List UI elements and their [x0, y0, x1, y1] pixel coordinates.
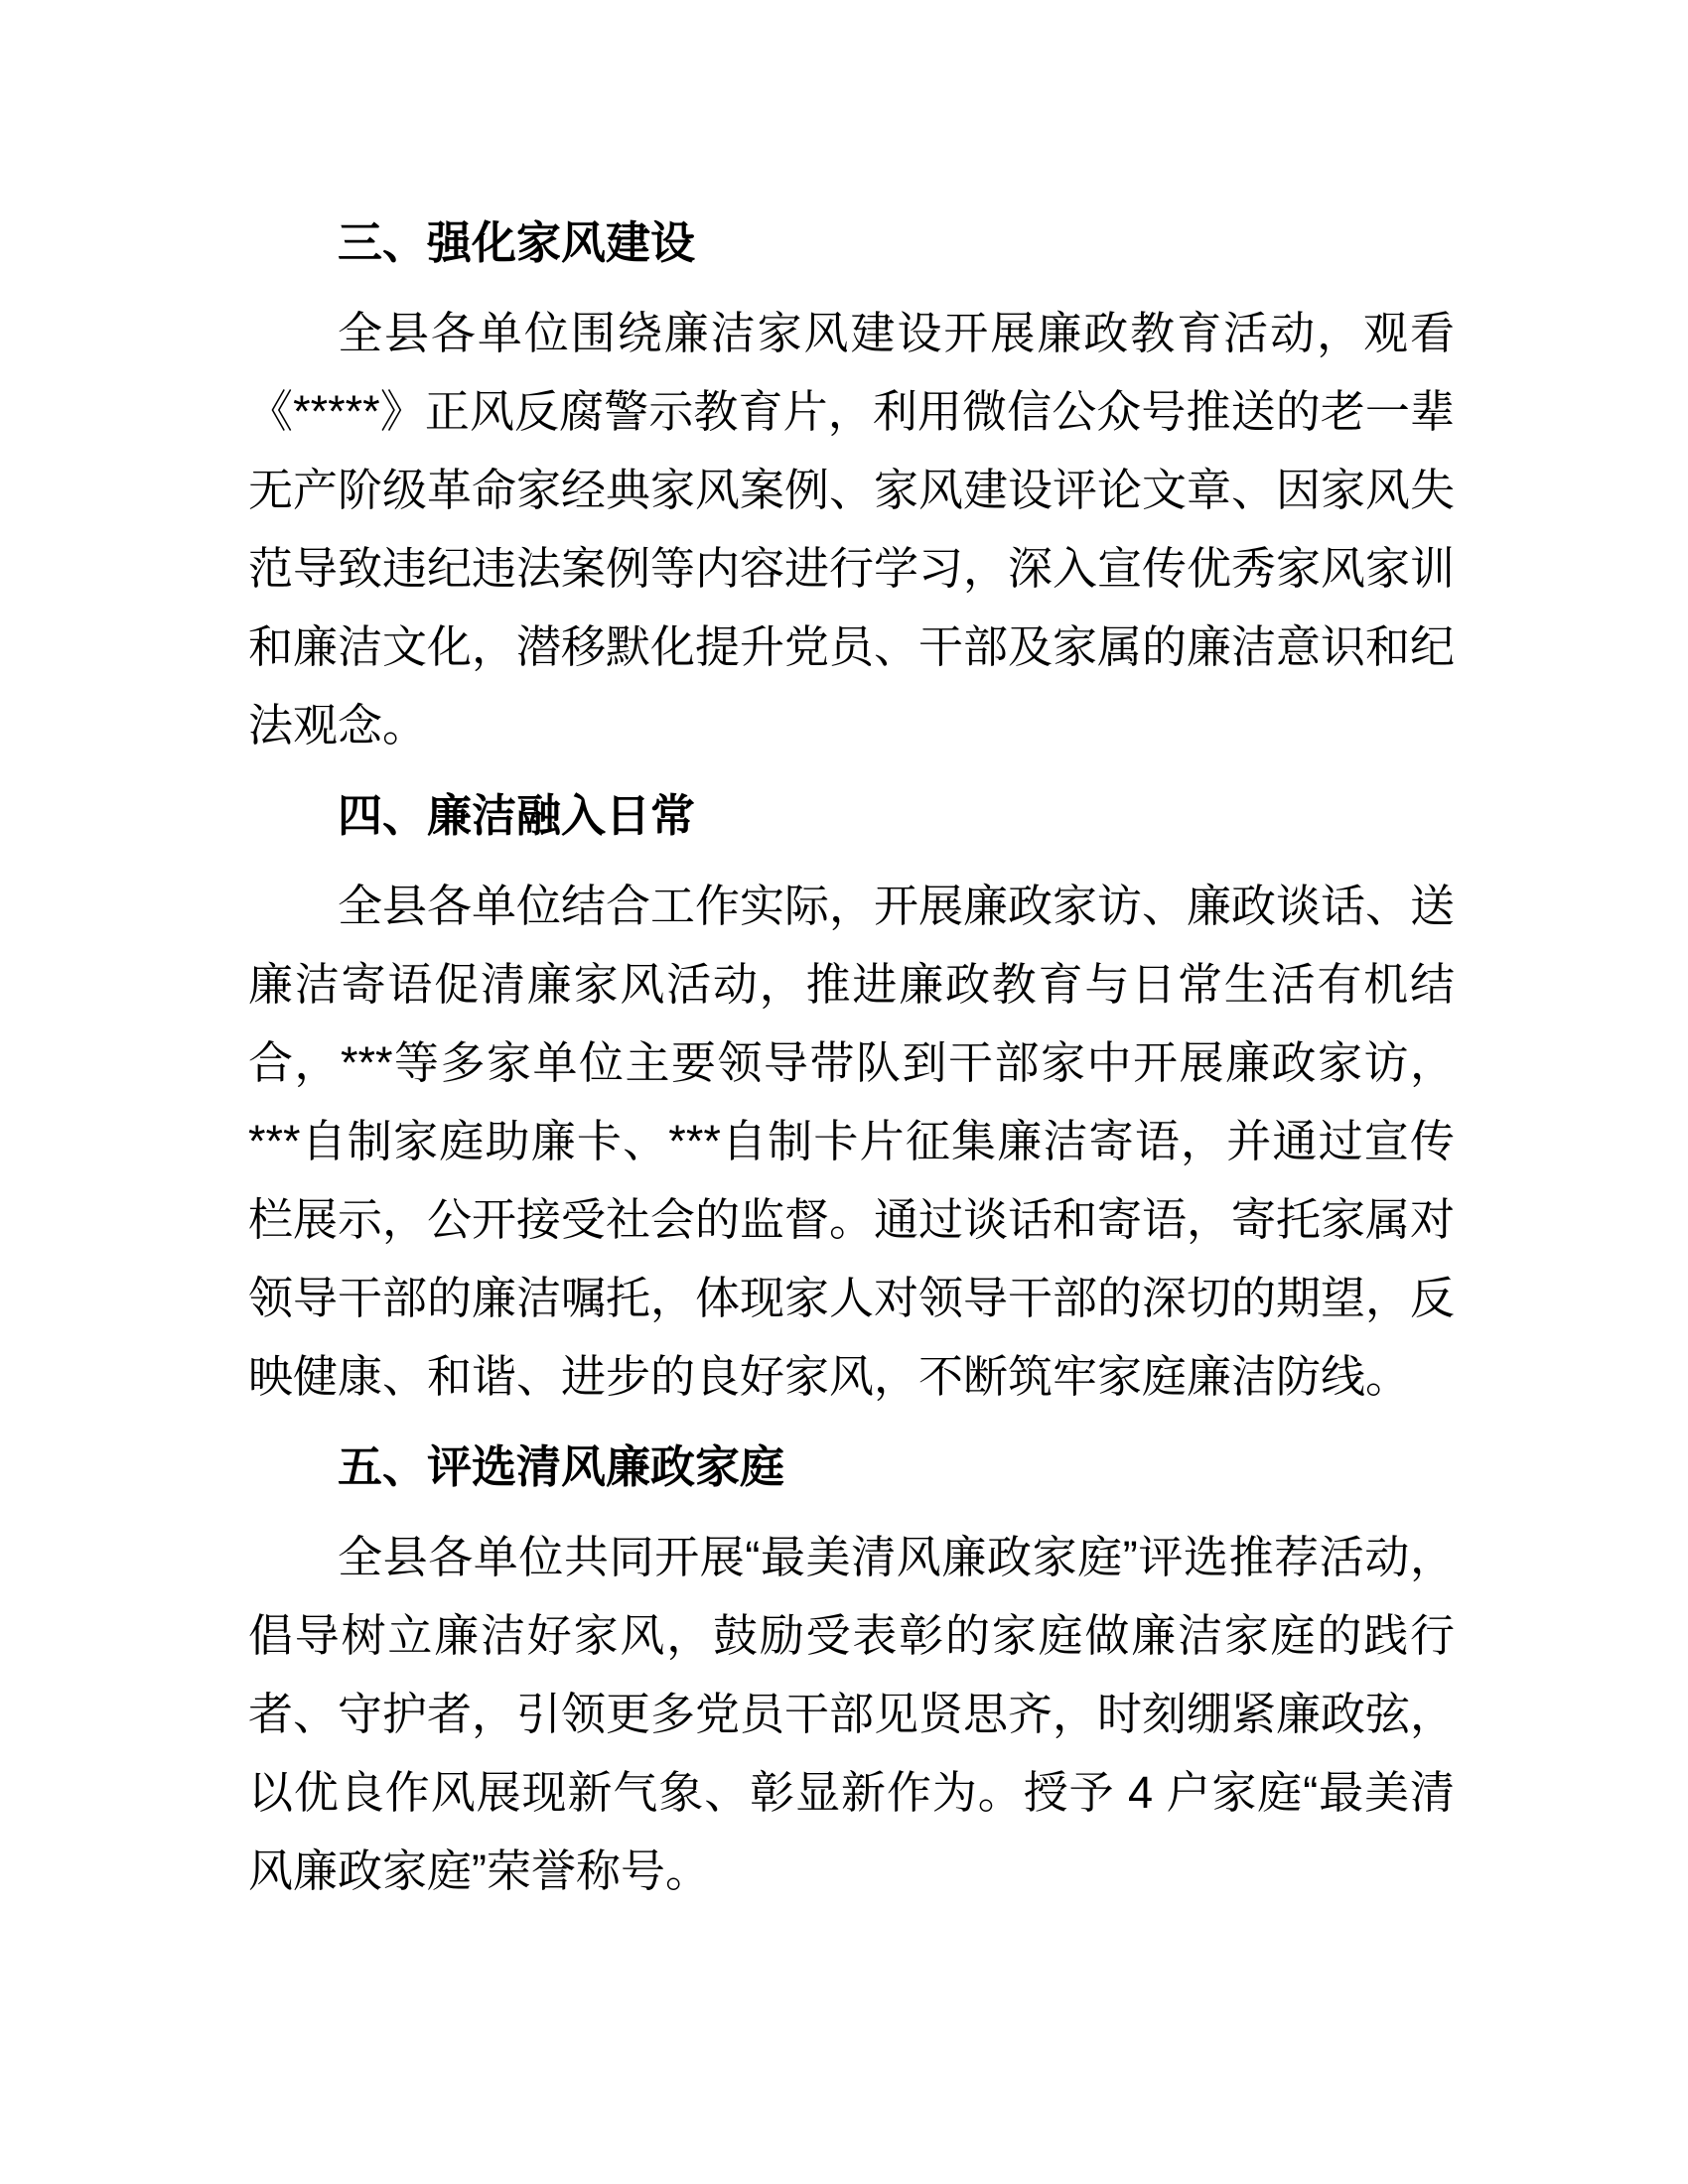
section-heading-strengthen-family-style: 三、强化家风建设: [338, 217, 696, 268]
section-paragraph-select-honest-families: 全县各单位共同开展“最美清风廉政家庭”评选推荐活动，倡导树立廉洁好家风，鼓励受表彰的家庭做廉洁家庭的践行者、守护者，引领更多党员干部见贤思齐，时刻绷紧廉政弦，以优良作风展现新气象、彰显新作为。授予 4 户家庭“最美清风廉政家庭”荣誉称号。: [248, 1532, 1456, 1896]
section-heading-select-honest-families: 五、评选清风廉政家庭: [338, 1441, 785, 1492]
section-paragraph-strengthen-family-style: 全县各单位围绕廉洁家风建设开展廉政教育活动，观看《*****》正风反腐警示教育片，利用微信公众号推送的老一辈无产阶级革命家经典家风案例、家风建设评论文章、因家风失范导致违纪违法案例等内容进行学习，深入宣传优秀家风家训和廉洁文化，潜移默化提升党员、干部及家属的廉洁意识和纪法观念。: [248, 308, 1456, 751]
section-paragraph-integrity-daily-life: 全县各单位结合工作实际，开展廉政家访、廉政谈话、送廉洁寄语促清廉家风活动，推进廉政教育与日常生活有机结合，***等多家单位主要领导带队到干部家中开展廉政家访，***自制家庭助廉卡、***自制卡片征集廉洁寄语，并通过宣传栏展示，公开接受社会的监督。通过谈话和寄语，寄托家属对领导干部的廉洁嘱托，体现家人对领导干部的深切的期望，反映健康、和谐、进步的良好家风，不断筑牢家庭廉洁防线。: [248, 881, 1456, 1402]
section-heading-integrity-daily-life: 四、廉洁融入日常: [338, 790, 696, 841]
